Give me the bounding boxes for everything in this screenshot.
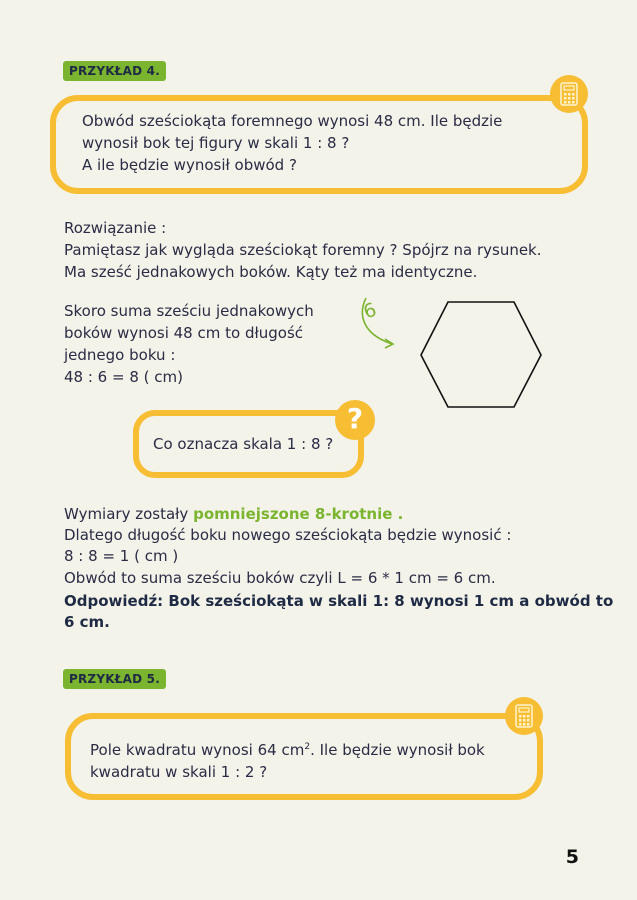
task-line <box>90 736 518 761</box>
task-text: . Ile będzie wynosił bok <box>310 741 485 759</box>
question-badge <box>335 400 375 440</box>
calculator-icon <box>550 75 588 113</box>
task-line: kwadratu w skali 1 : 2 ? <box>90 763 268 781</box>
calculator-icon <box>505 697 543 735</box>
answer-line <box>64 503 403 525</box>
question-mark-icon: ? <box>346 402 364 435</box>
solution-paragraph <box>64 300 344 388</box>
calculator-badge <box>505 697 543 735</box>
answer-line: Obwód to suma sześciu boków czyli L = 6 * 1 cm = 6 cm. <box>64 569 496 587</box>
solution-line: Ma sześć jednakowych boków. Kąty też ma identyczne. <box>64 263 478 281</box>
task-line: Obwód sześciokąta foremnego wynosi 48 cm. Ile będzie <box>82 112 503 130</box>
final-answer: 6 cm. <box>64 613 110 631</box>
question-text: Co oznacza skala 1 : 8 ? <box>153 435 334 453</box>
final-answer: Odpowiedź: Bok sześciokąta w skali 1: 8 wynosi 1 cm a obwód to <box>64 592 614 610</box>
answer-line: 8 : 8 = 1 ( cm ) <box>64 547 179 565</box>
solution-line: Pamiętasz jak wygląda sześciokąt foremny ? Spójrz na rysunek. <box>64 241 542 259</box>
answer-line: Dlatego długość boku nowego sześciokąta będzie wynosić : <box>64 526 512 544</box>
page-number: 5 <box>565 846 579 868</box>
hexagon-figure <box>418 300 544 410</box>
task-line: wynosił bok tej figury w skali 1 : 8 ? <box>82 134 350 152</box>
example-4-tag: PRZYKŁAD 4. <box>63 61 166 81</box>
solution-heading: Rozwiązanie : <box>64 219 167 237</box>
solution-para-line: jednego boku : <box>64 346 176 364</box>
task-text: Pole kwadratu wynosi 64 cm <box>90 741 305 759</box>
solution-para-line: 48 : 6 = 8 ( cm) <box>64 368 183 386</box>
solution-para-line: boków wynosi 48 cm to długość <box>64 324 304 342</box>
superscript: 2 <box>304 742 311 752</box>
example-5-task-text <box>90 736 518 783</box>
task-line: A ile będzie wynosił obwód ? <box>82 156 297 174</box>
curved-arrow-icon <box>352 290 404 352</box>
solution-para-line: Skoro suma sześciu jednakowych <box>64 302 314 320</box>
example-4-task-text <box>82 110 558 176</box>
answer-prefix: Wymiary zostały <box>64 505 194 523</box>
answer-highlight: pomniejszone 8-krotnie . <box>193 505 404 523</box>
example-5-tag: PRZYKŁAD 5. <box>63 669 166 689</box>
calculator-badge <box>550 75 588 113</box>
arrow-label: 6 <box>360 298 380 324</box>
